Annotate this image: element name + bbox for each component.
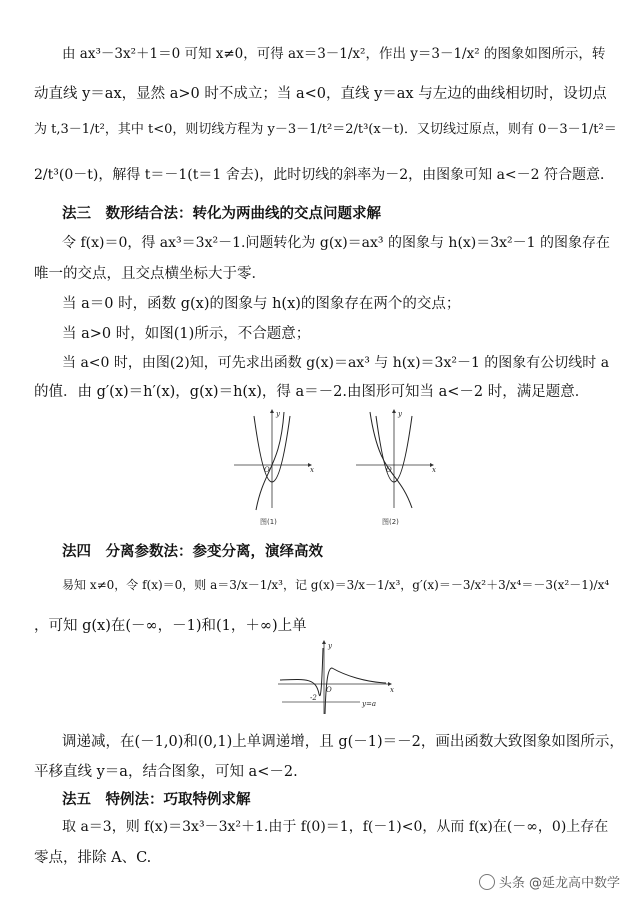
text-line-m5l1: 取 a＝3，则 f(x)＝3x³－3x²＋1.由于 f(0)＝1，f(－1)<0，从而 f(x)在(－∞，0)上存在 bbox=[62, 819, 609, 835]
method5-heading: 法五 特例法：巧取特例求解 bbox=[62, 792, 251, 808]
text-line-m3l4: 当 a>0 时，如图(1)所示，不合题意； bbox=[62, 326, 311, 342]
fig3-left-branch bbox=[280, 648, 323, 696]
fig3-line-label: y=a bbox=[362, 700, 376, 708]
text-line-m4l1: 易知 x≠0，令 f(x)＝0，则 a＝3/x－1/x³，记 g(x)＝3/x－1/x³，g′(x)＝－3/x²＋3/x⁴＝－3(x²－1)/x⁴ bbox=[62, 578, 610, 592]
text-line-m3l5: 当 a<0 时，由图(2)知，可先求出函数 g(x)＝ax³ 与 h(x)＝3x²－1 的图象有公切线时 a bbox=[62, 355, 610, 371]
text-line-m4l2: ，可知 g(x)在(－∞，－1)和(1，＋∞)上单 bbox=[34, 618, 307, 634]
fig2-y-label: y bbox=[398, 410, 402, 418]
fig1-cubic-g bbox=[256, 412, 284, 510]
text-line-p1l2: 动直线 y＝ax，显然 a>0 时不成立；当 a<0，直线 y＝ax 与左边的曲线相切时，设切点 bbox=[34, 86, 607, 102]
text-line-m3l6: 的值．由 g′(x)＝h′(x)，g(x)＝h(x)，得 a＝－2.由图形可知当 a<－2 时，满足题意． bbox=[34, 384, 590, 400]
fig1-origin: O bbox=[264, 466, 270, 474]
fig2-cubic-g bbox=[370, 412, 412, 508]
fig1-y-label: y bbox=[276, 410, 280, 418]
text-line-m5l2: 零点，排除 A、C. bbox=[34, 850, 152, 866]
fig1-caption: 图(1) bbox=[260, 518, 277, 526]
text-line-p1l4: 2/t³(0－t)，解得 t＝－1(t＝1 舍去)，此时切线的斜率为－2，由图象可知 a<－2 符合题意． bbox=[34, 167, 615, 183]
fig2-x-label: x bbox=[432, 466, 436, 474]
fig3-y-label: y bbox=[328, 642, 332, 650]
fig3-minus2: -2 bbox=[310, 694, 317, 702]
fig2-caption: 图(2) bbox=[382, 518, 399, 526]
fig3-right-branch bbox=[325, 668, 386, 714]
figure-1 bbox=[232, 408, 314, 528]
watermark bbox=[479, 872, 620, 891]
method3-heading: 法三 数形结合法：转化为两曲线的交点问题求解 bbox=[62, 206, 381, 222]
fig1-x-label: x bbox=[310, 466, 314, 474]
text-line-p1l1: 由 ax³－3x²＋1＝0 可知 x≠0，可得 ax＝3－1/x²，作出 y＝3－1/x² 的图象如图所示，转 bbox=[62, 46, 606, 62]
method4-heading: 法四 分离参数法：参变分离，演绎高效 bbox=[62, 544, 323, 560]
watermark-text: 头条 @延龙高中数学 bbox=[498, 876, 620, 891]
watermark-logo-icon bbox=[479, 874, 495, 890]
figure-3 bbox=[276, 640, 396, 716]
figure-2 bbox=[354, 408, 436, 528]
fig2-origin: O bbox=[386, 466, 392, 474]
fig3-origin: O bbox=[326, 686, 332, 694]
text-line-p1l3: 为 t,3－1/t²，其中 t<0，则切线方程为 y－3－1/t²＝2/t³(x－t)．又切线过原点，则有 0－3－1/t²＝ bbox=[34, 122, 617, 137]
fig3-x-label: x bbox=[390, 686, 394, 694]
text-line-m3l1: 令 f(x)＝0，得 ax³＝3x²－1.问题转化为 g(x)＝ax³ 的图象与 h(x)＝3x²－1 的图象存在 bbox=[62, 235, 611, 251]
text-line-m3l3: 当 a＝0 时，函数 g(x)的图象与 h(x)的图象存在两个的交点； bbox=[62, 296, 461, 312]
text-line-m3l2: 唯一的交点，且交点横坐标大于零． bbox=[34, 266, 266, 282]
text-line-m4l4: 平移直线 y＝a，结合图象，可知 a<－2. bbox=[34, 764, 298, 780]
text-line-m4l3: 调递减，在(－1,0)和(0,1)上单调递增，且 g(－1)＝－2，画出函数大致图象如图所示， bbox=[62, 734, 624, 750]
